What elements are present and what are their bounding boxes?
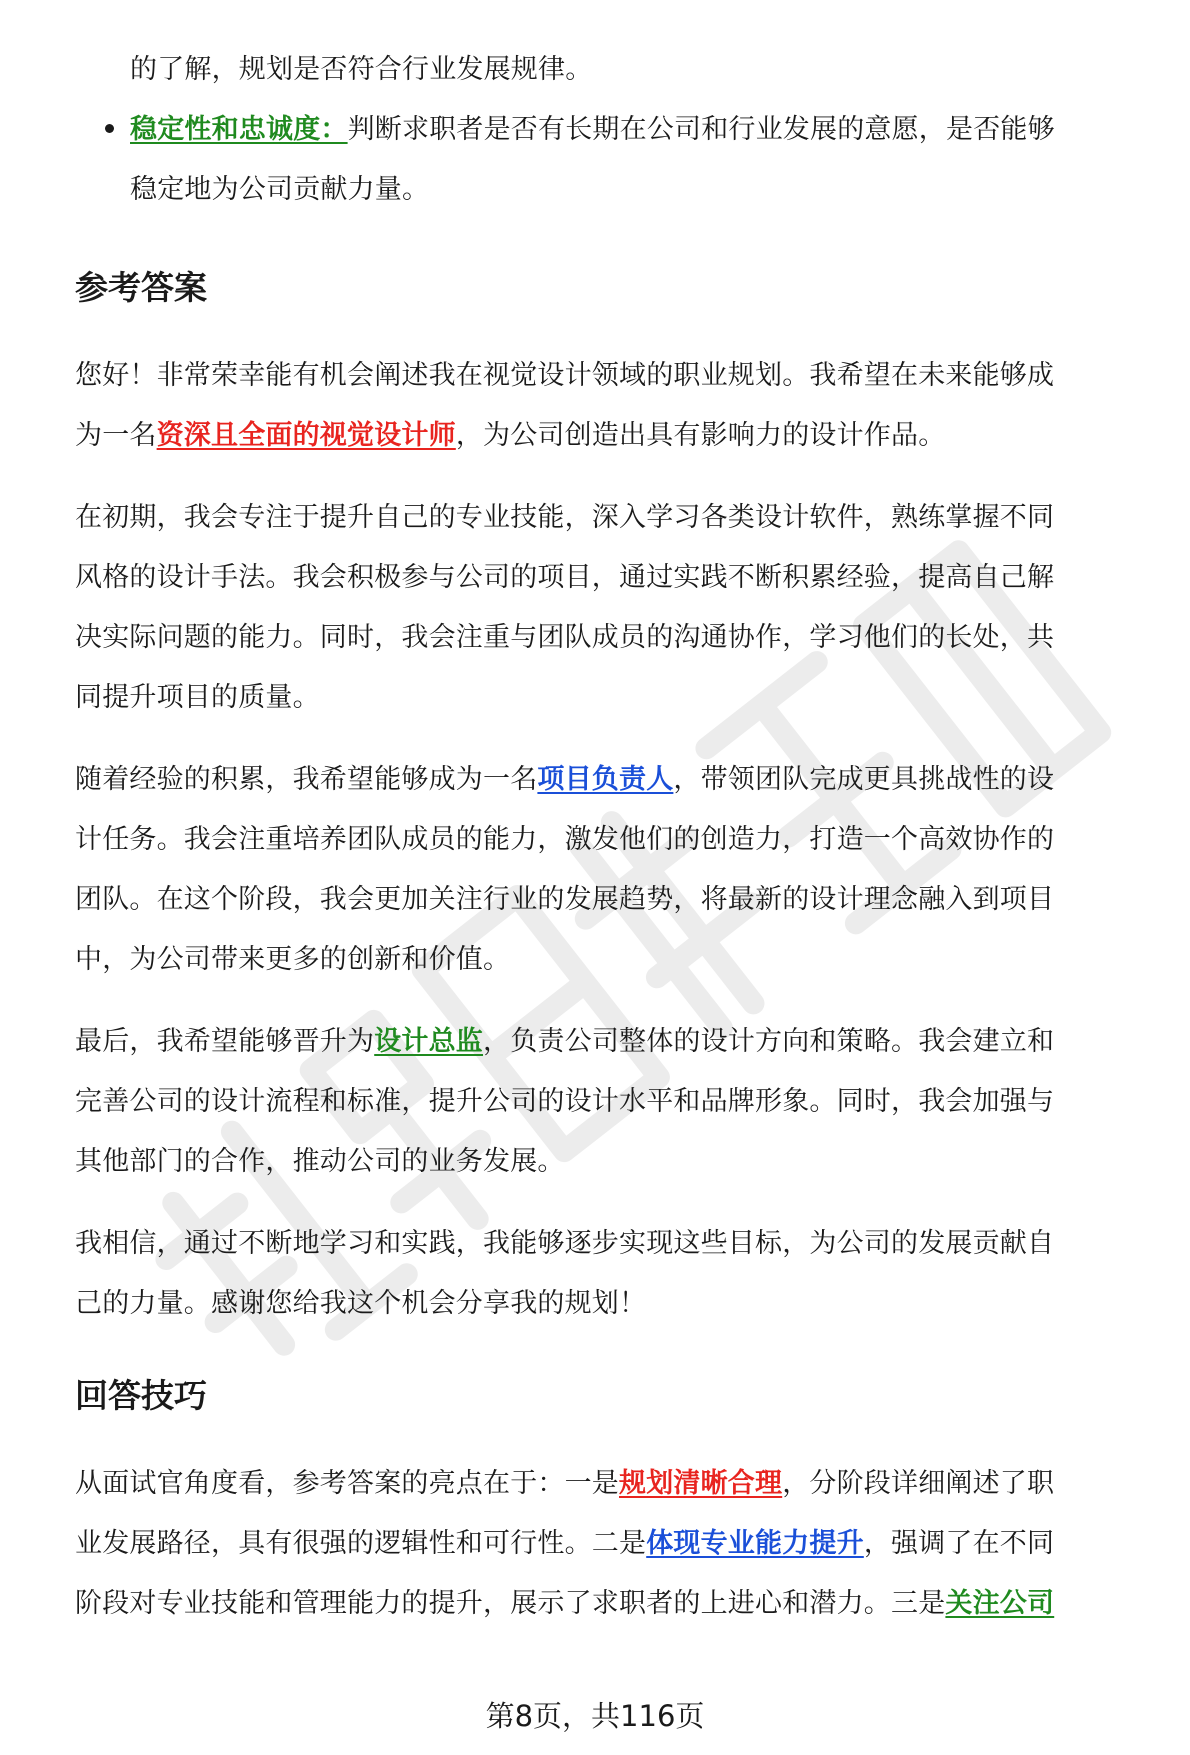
- reference-paragraph-2: 在初期，我会专注于提升自己的专业技能，深入学习各类设计软件，熟练掌握不同 风格的设计手法。我会积极参与公司的项目，通过实践不断积累经验，提高自己解 决实际问题的能力。同时，我会注重与团队成员的沟通协作，学习他们的长处，共 同提升项目的质量。: [75, 502, 1055, 713]
- highlight-clear-plan[interactable]: 规划清晰合理: [619, 1468, 783, 1499]
- reference-paragraph-4: 最后，我希望能够晋升为设计总监，负责公司整体的设计方向和策略。我会建立和 完善公司的设计流程和标准，提升公司的设计水平和品牌形象。同时，我会加强与 其他部门的合作，推动公司的业务发展。: [75, 1026, 1055, 1177]
- highlight-senior-designer[interactable]: 资深且全面的视觉设计师: [156, 420, 456, 451]
- section-heading-tips: 回答技巧: [75, 1376, 207, 1415]
- page-footer: 第8页，共116页: [485, 1699, 705, 1733]
- bullet-text: 稳定性和忠诚度：判断求职者是否有长期在公司和行业发展的意愿，是否能够 稳定地为公司贡献力量。: [130, 114, 1055, 205]
- highlight-professional-growth[interactable]: 体现专业能力提升: [646, 1528, 864, 1559]
- reference-paragraph-1: 您好！非常荣幸能有机会阐述我在视觉设计领域的职业规划。我希望在未来能够成 为一名资深且全面的视觉设计师，为公司创造出具有影响力的设计作品。: [75, 360, 1055, 451]
- highlight-project-lead[interactable]: 项目负责人: [537, 764, 674, 795]
- document-content: [75, 40, 1160, 1634]
- bullet-item-stability: [75, 100, 1160, 220]
- reference-paragraph-3: 随着经验的积累，我希望能够成为一名项目负责人，带领团队完成更具挑战性的设 计任务。我会注重培养团队成员的能力，激发他们的创造力，打造一个高效协作的 团队。在这个阶段，我会更加关注行业的发展趋势，将最新的设计理念融入到项目 中，为公司带来更多的创新和价值。: [75, 764, 1055, 975]
- bullet-dot-icon: [105, 124, 114, 133]
- reference-paragraph-5: 我相信，通过不断地学习和实践，我能够逐步实现这些目标，为公司的发展贡献自 己的力量。感谢您给我这个机会分享我的规划！: [75, 1228, 1055, 1319]
- highlight-stability[interactable]: 稳定性和忠诚度：: [130, 114, 348, 145]
- tips-paragraph-1: 从面试官角度看，参考答案的亮点在于：一是规划清晰合理，分阶段详细阐述了职 业发展路径，具有很强的逻辑性和可行性。二是体现专业能力提升，强调了在不同 阶段对专业技能和管理能力的提升，展示了求职者的上进心和潜力。三是关注公司: [75, 1468, 1055, 1619]
- intro-continuation: 的了解，规划是否符合行业发展规律。: [130, 54, 593, 85]
- section-heading-reference: 参考答案: [75, 268, 207, 307]
- highlight-design-director[interactable]: 设计总监: [374, 1026, 484, 1057]
- highlight-focus-company[interactable]: 关注公司: [945, 1588, 1055, 1619]
